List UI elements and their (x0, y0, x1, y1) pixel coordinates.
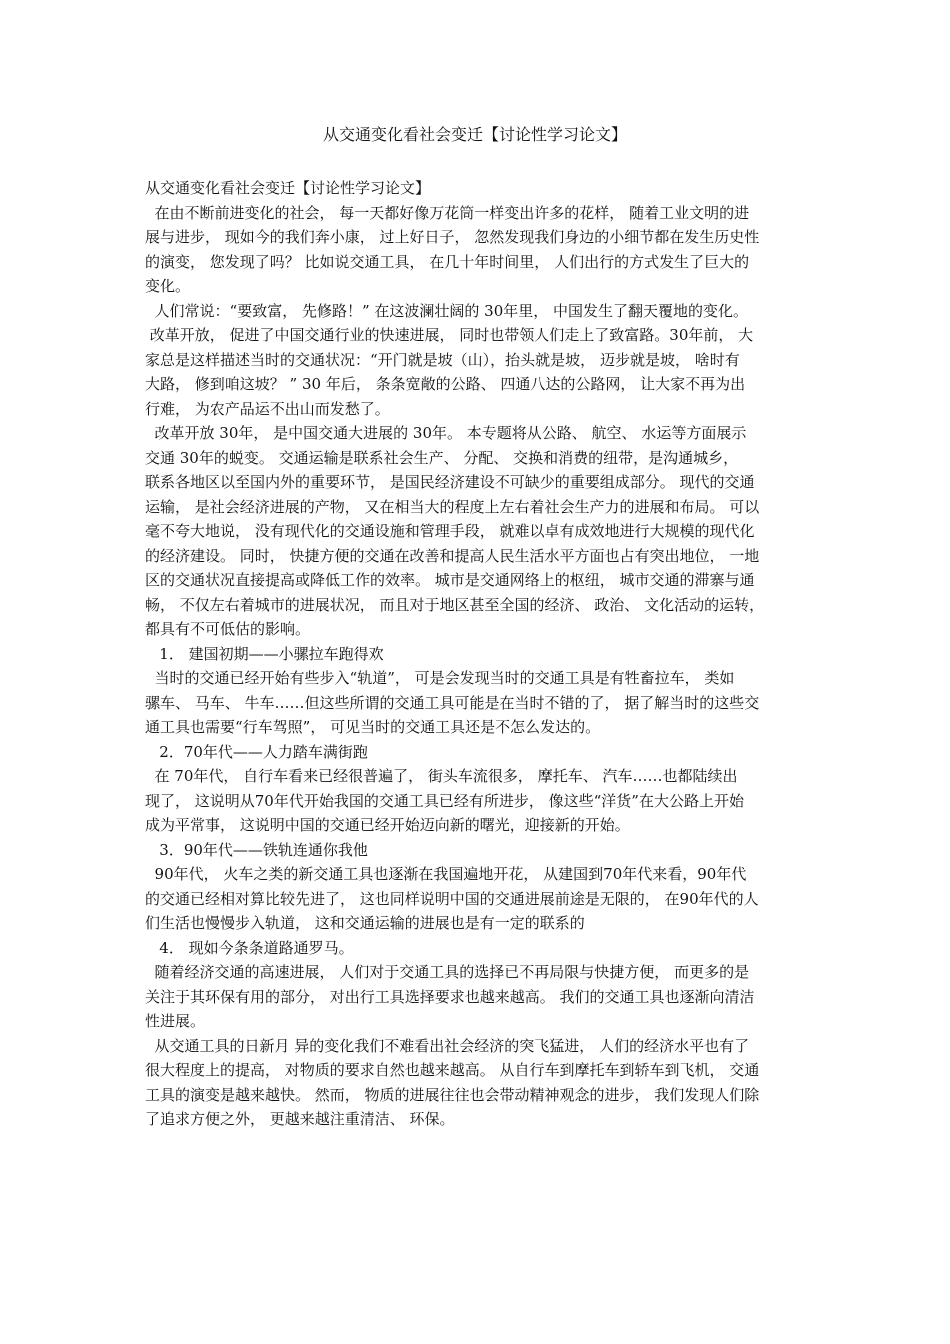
text-line: 骡车、 马车、 牛车……但这些所谓的交通工具可能是在当时不错的了， 据了解当时的这些交 (145, 693, 760, 712)
text-line: 性进展。 (145, 1012, 206, 1030)
document-title: 从交通变化看社会变迁【讨论性学习论文】 (322, 125, 627, 144)
text-line: 在 70年代， 自行车看来已经很普遍了， 街头车流很多， 摩托车、 汽车……也都陆续出 (145, 767, 738, 785)
text-line: 的交通已经相对算比较先进了， 这也同样说明中国的交通进展前途是无限的， 在90年代的人 (145, 889, 759, 908)
text-line: 1． 建国初期——小骡拉车跑得欢 (145, 644, 384, 663)
text-line: 通工具也需要“行车驾照”， 可见当时的交通工具还是不怎么发达的。 (145, 718, 601, 736)
text-line: 都具有不可低估的影响。 (145, 620, 311, 638)
text-line: 联系各地区以至国内外的重要环节， 是国民经济建设不可缺少的重要组成部分。 现代的交通 (145, 473, 755, 491)
text-line: 成为平常事， 这说明中国的交通已经开始迈向新的曙光，迎接新的开始。 (145, 816, 630, 834)
text-line: 的经济建设。 同时， 快捷方便的交通在改善和提高人民生活水平方面也占有突出地位， 一地 (145, 546, 760, 565)
text-line: 交通 30年的蜕变。 交通运输是联系社会生产、 分配、 交换和消费的纽带，是沟通城乡， (145, 448, 739, 467)
text-line: 工具的演变是越来越快。 然而， 物质的进展往往也会带动精神观念的进步， 我们发现人们除 (145, 1085, 760, 1104)
text-line: 人们常说：“要致富， 先修路！” 在这波澜壮阔的 30年里， 中国发生了翻天覆地的变化。 (145, 301, 749, 320)
text-line: 当时的交通已经开始有些步入“轨道”， 可是会发现当时的交通工具是有牲畜拉车， 类如 (145, 669, 735, 687)
text-line: 改革开放 30年， 是中国交通大进展的 30年。 本专题将从公路、 航空、 水运等方面展示 (145, 424, 747, 442)
text-line: 毫不夸大地说， 没有现代化的交通设施和管理手段， 就难以卓有成效地进行大规模的现代化 (145, 522, 755, 540)
text-line: 畅， 不仅左右着城市的进展状况， 而且对于地区甚至全国的经济、 政治、 文化活动的运转， (145, 595, 765, 614)
text-line: 展与进步， 现如今的我们奔小康， 过上好日子， 忽然发现我们身边的小细节都在发生历史性 (145, 228, 760, 246)
text-line: 们生活也慢慢步入轨道， 这和交通运输的进展也是有一定的联系的 (145, 914, 585, 932)
text-line: 的演变， 您发现了吗？ 比如说交通工具， 在几十年时间里， 人们出行的方式发生了巨大的 (145, 252, 750, 271)
text-line: 了追求方便之外， 更越来越注重清洁、 环保。 (145, 1110, 455, 1128)
text-line: 区的交通状况直接提高或降低工作的效率。 城市是交通网络上的枢纽， 城市交通的滞寨与通 (145, 571, 755, 589)
text-line: 从交通工具的日新月 异的变化我们不难看出社会经济的突飞猛进， 人们的经济水平也有了 (145, 1036, 750, 1055)
text-line: 随着经济交通的高速进展， 人们对于交通工具的选择已不再局限与快捷方便， 而更多的是 (145, 963, 750, 981)
text-line: 改革开放， 促进了中国交通行业的快速进展， 同时也带领人们走上了致富路。30年前， 大 (145, 326, 754, 344)
text-line: 在由不断前进变化的社会， 每一天都好像万花筒一样变出许多的花样， 随着工业文明的进 (145, 203, 750, 222)
text-line: 从交通变化看社会变迁【讨论性学习论文】 (145, 179, 431, 197)
document-body (145, 176, 810, 1132)
text-line: 关注于其环保有用的部分， 对出行工具选择要求也越来越高。 我们的交通工具也逐渐向清洁 (145, 987, 755, 1006)
text-line: 现了， 这说明从70年代开始我国的交通工具已经有所进步， 像这些“洋货”在大公路上开始 (145, 791, 744, 810)
text-line: 90年代， 火车之类的新交通工具也逐渐在我国遍地开花， 从建国到70年代来看，90年代 (145, 865, 747, 883)
text-line: 很大程度上的提高， 对物质的要求自然也越来越高。 从自行车到摩托车到轿车到飞机， 交通 (145, 1061, 760, 1079)
text-line: 运输， 是社会经济进展的产物， 又在相当大的程度上左右着社会生产力的进展和布局。 可以 (145, 497, 760, 516)
text-line: 2．70年代——人力踏车满街跑 (145, 742, 368, 761)
text-line: 大路， 修到咱这坡？ ” 30 年后， 条条宽敞的公路、 四通八达的公路网， 让大家不再为出 (145, 375, 746, 393)
text-line: 变化。 (145, 277, 191, 295)
text-line: 家总是这样描述当时的交通状况：“开门就是坡（山），抬头就是坡， 迈步就是坡， 啥时有 (145, 350, 740, 369)
text-line: 4． 现如今条条道路通罗马。 (145, 938, 354, 957)
text-line: 3．90年代——铁轨连通你我他 (145, 840, 368, 859)
text-line: 行难， 为农产品运不出山而发愁了。 (145, 399, 390, 418)
